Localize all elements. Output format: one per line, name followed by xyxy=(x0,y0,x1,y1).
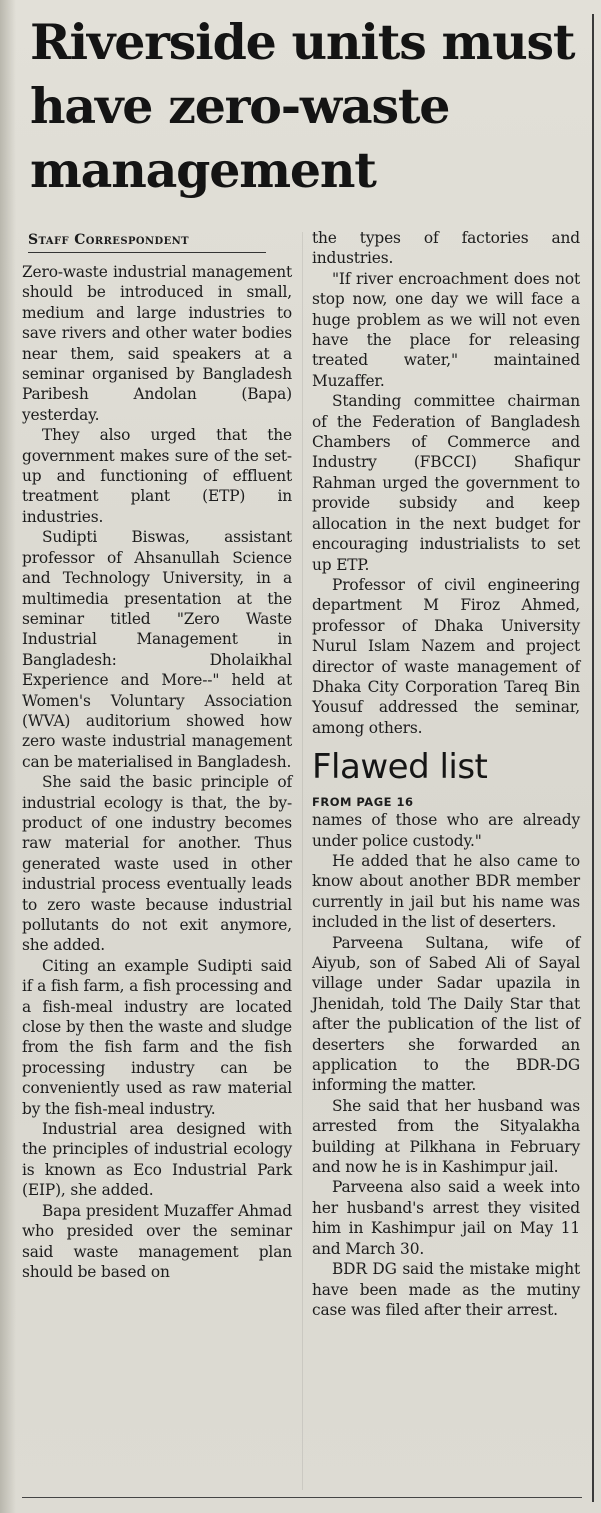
right-column xyxy=(312,228,580,1320)
story-paragraph: Parveena Sultana, wife of Aiyub, son of Sabed Ali of Sayal village under Sadar upazila in Jhenidah, told The Daily Star that after the publication of the list of deserters she forwarded an application to the BDR-DG informing the matter. xyxy=(312,933,580,1095)
column-gutter xyxy=(302,232,303,1490)
column-rule-right xyxy=(592,14,594,1502)
article-paragraph: Sudipti Biswas, assistant professor of Ahsanullah Science and Technology University, in a multimedia presentation at the seminar titled "Zero Waste Industrial Management in Bangladesh: Dholaikhal Experience and More--" held at Women's Voluntary Association (WVA) auditorium showed how zero waste industrial management can be materialised in Bangladesh. xyxy=(22,528,292,771)
article-paragraph: "If river encroachment does not stop now, one day we will face a huge problem as we will not even have the place for releasing treated water," maintained Muzaffer. xyxy=(312,269,580,390)
article-paragraph: They also urged that the government makes sure of the set-up and functioning of effluent treatment plant (ETP) in industries. xyxy=(22,426,292,526)
jump-line: FROM PAGE 16 xyxy=(312,795,414,810)
page-fold-shadow xyxy=(0,0,16,1513)
byline: Staff Correspondent xyxy=(28,232,190,248)
story-paragraph: Parveena also said a week into her husband's arrest they visited him in Kashimpur jail on May 11 and March 30. xyxy=(312,1178,580,1258)
article-paragraph: Bapa president Muzaffer Ahmad who presided over the seminar said waste management plan should be based on xyxy=(22,1201,292,1281)
article-paragraph: Industrial area designed with the principles of industrial ecology is known as Eco Industrial Park (EIP), she added. xyxy=(22,1120,292,1200)
article-paragraph: Standing committee chairman of the Federation of Bangladesh Chambers of Commerce and Industry (FBCCI) Shafiqur Rahman urged the government to provide subsidy and keep allocation in the next budget for encouraging industrialists to set up ETP. xyxy=(312,392,580,574)
article-paragraph: Zero-waste industrial management should be introduced in small, medium and large industries to save rivers and other water bodies near them, said speakers at a seminar organised by Bangladesh Paribesh Andolan (Bapa) yesterday. xyxy=(22,263,292,424)
article-paragraph: the types of factories and industries. xyxy=(312,229,580,268)
article-paragraph: Citing an example Sudipti said if a fish farm, a fish processing and a fish-meal industry are located close by then the waste and sludge from the fish farm and the fish processing industry can be conveniently used as raw material by the fish-meal industry. xyxy=(22,956,292,1118)
left-column xyxy=(22,228,292,1282)
article-paragraph: She said the basic principle of industrial ecology is that, the by-product of one industry becomes raw material for another. Thus generated waste used in other industrial process eventually leads to zero waste because industrial pollutants do not exit anymore, she added. xyxy=(22,773,292,955)
story-paragraph: He added that he also came to know about another BDR member currently in jail but his name was included in the list of deserters. xyxy=(312,851,580,932)
story-paragraph: names of those who are already under police custody." xyxy=(312,811,580,850)
main-headline: Riverside units must have zero-waste management xyxy=(30,13,575,199)
article-paragraph: Professor of civil engineering department M Firoz Ahmed, professor of Dhaka University Nurul Islam Nazem and project director of waste management of Dhaka City Corporation Tareq Bin Yousuf addressed the seminar, among others. xyxy=(312,575,580,737)
story-paragraph: BDR DG said the mistake might have been made as the mutiny case was filed after their arrest. xyxy=(312,1260,580,1319)
byline-rule xyxy=(28,252,266,253)
second-story-headline: Flawed list xyxy=(312,747,488,788)
bottom-rule xyxy=(22,1497,582,1498)
story-paragraph: She said that her husband was arrested from the Sityalakha building at Pilkhana in February and now he is in Kashimpur jail. xyxy=(312,1096,580,1177)
